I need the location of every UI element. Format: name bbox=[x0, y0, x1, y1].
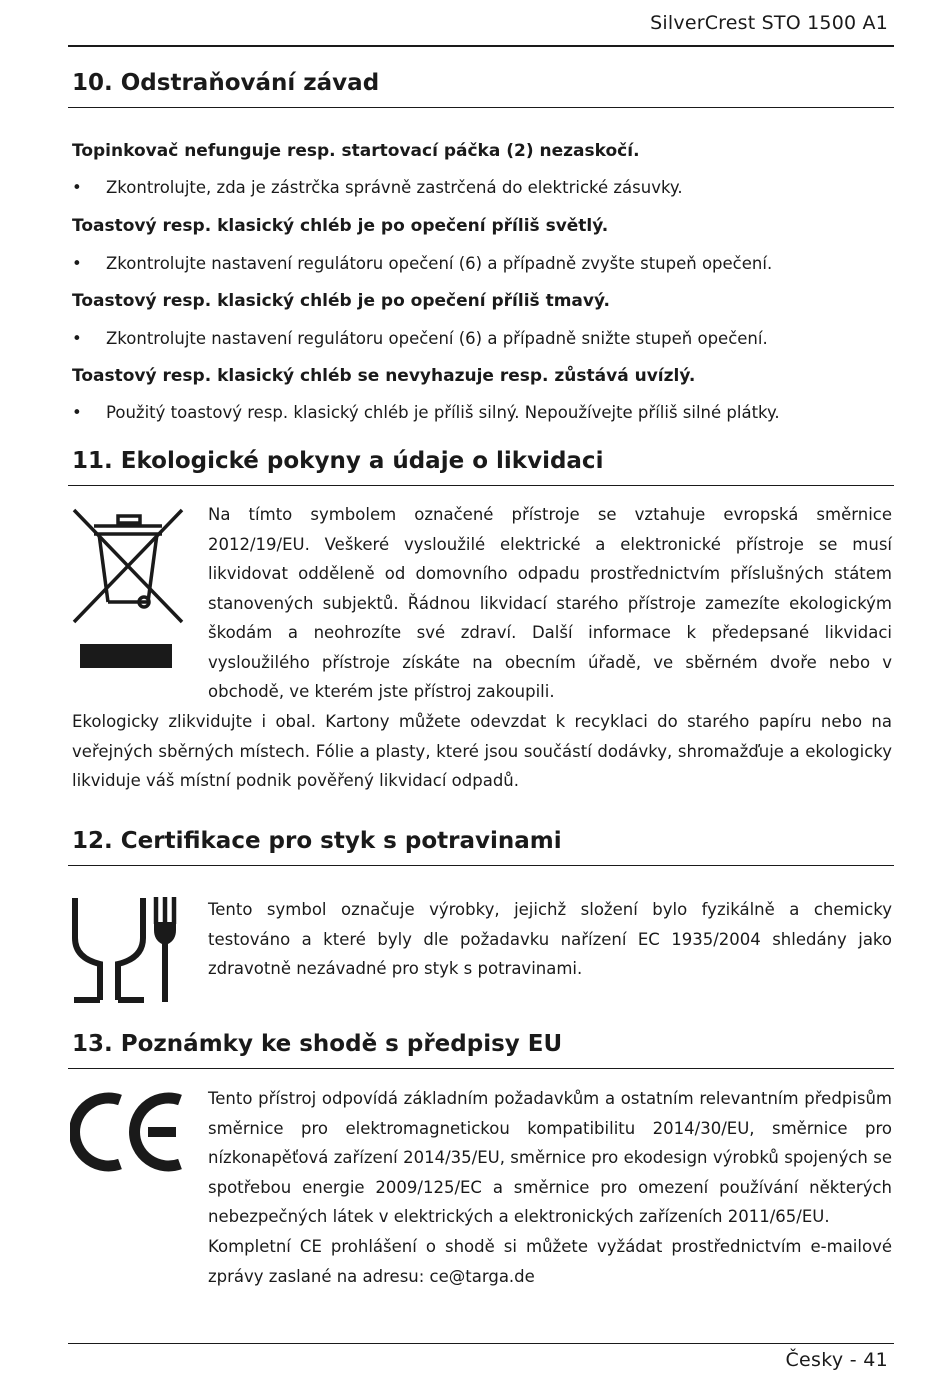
crossed-out-bin-icon bbox=[70, 504, 186, 674]
section-12-heading: 12. Certifikace pro styk s potravinami bbox=[68, 828, 894, 866]
problem-4: Toastový resp. klasický chléb se nevyhazuje resp. zůstává uvízlý. bbox=[72, 366, 696, 386]
section-11-heading: 11. Ekologické pokyny a údaje o likvidaci bbox=[68, 448, 894, 486]
bullet-icon: • bbox=[72, 329, 82, 348]
problem-2: Toastový resp. klasický chléb je po opečení příliš světlý. bbox=[72, 216, 609, 236]
ce-contact-paragraph: Kompletní CE prohlášení o shodě si můžete vyžádat prostřednictvím e-mailové zprávy zaslané na adresu: ce@targa.de bbox=[208, 1237, 892, 1286]
document-title: SilverCrest STO 1500 A1 bbox=[650, 12, 888, 34]
packaging-paragraph: Ekologicky zlikvidujte i obal. Kartony můžete odevzdat k recyklaci do starého papíru nebo na veřejných sběrných místech. Fólie a plasty, které jsou součástí dodávky, shromažďuje a ekologicky likviduje váš místní podnik pověřený likvidací odpadů. bbox=[72, 712, 892, 790]
bullet-icon: • bbox=[72, 178, 82, 197]
section-13-heading: 13. Poznámky ke shodě s předpisy EU bbox=[68, 1031, 894, 1069]
page-number: Česky - 41 bbox=[785, 1349, 888, 1371]
bullet-icon: • bbox=[72, 254, 82, 273]
glass-fork-icon bbox=[70, 894, 182, 1010]
bullet-icon: • bbox=[72, 403, 82, 422]
food-safe-paragraph: Tento symbol označuje výrobky, jejichž složení bylo fyzikálně a chemicky testováno a které byly dle požadavku nařízení EC 1935/2004 shledány jako zdravotně nezávadné pro styk s potravinami. bbox=[208, 900, 892, 978]
ce-paragraph: Tento přístroj odpovídá základním požadavkům a ostatním relevantním předpisům směrnice pro elektromagnetickou kompatibilitu 2014/30/EU, směrnice pro nízkonapěťová zařízení 2014/35/EU, směrnice pro ekodesign výrobků spojených se spotřebou energie 2009/125/EC a směrnice pro omezení používání některých nebezpečných látek v elektrických a elektronických zařízeních 2011/65/EU. bbox=[208, 1089, 892, 1226]
problem-1: Topinkovač nefunguje resp. startovací páčka (2) nezaskočí. bbox=[72, 141, 640, 161]
page-footer bbox=[68, 1343, 894, 1375]
page-header bbox=[68, 12, 894, 47]
section-10-heading: 10. Odstraňování závad bbox=[68, 70, 894, 108]
weee-paragraph: Na tímto symbolem označené přístroje se vztahuje evropská směrnice 2012/19/EU. Veškeré vysloužilé elektrické a elektronické přístroje se musí likvidovat odděleně od domovního odpadu prostřednictvím příslušných státem stanovených subjektů. Řádnou likvidací starého přístroje zamezíte ekologickým škodám a neohrozíte své zdraví. Další informace k předepsané likvidaci vysloužilého přístroje získáte na obecním úřadě, ve sběrném dvoře nebo v obchodě, ve kterém jste přístroj zakoupili. bbox=[208, 505, 892, 701]
ce-mark-icon bbox=[70, 1090, 186, 1178]
problem-3: Toastový resp. klasický chléb je po opečení příliš tmavý. bbox=[72, 291, 610, 311]
